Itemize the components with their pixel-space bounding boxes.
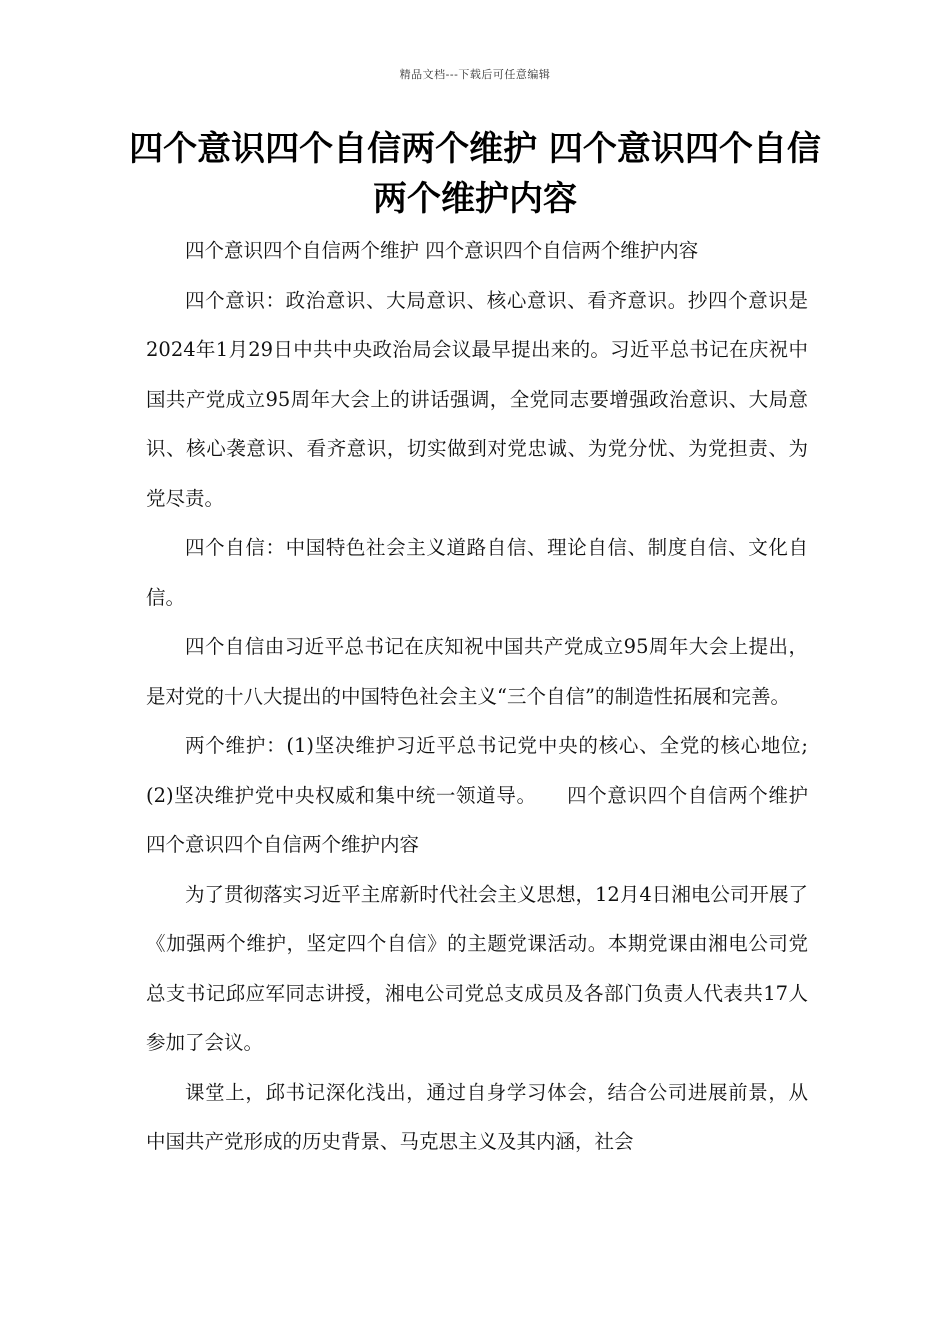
paragraph-four-consciousness: 四个意识：政治意识、大局意识、核心意识、看齐意识。抄四个意识是2024年1月29日中共中央政治局会议最早提出来的。习近平总书记在庆祝中国共产党成立95周年大会上的讲话强调，全党同志要增强政治意识、大局意识、核心袭意识、看齐意识，切实做到对党忠诚、为党分忧、为党担责、为党尽责。 — [146, 288, 808, 510]
paragraph-four-confidences-origin: 四个自信由习近平总书记在庆知祝中国共产党成立95周年大会上提出，是对党的十八大提出的中国特色社会主义“三个自信”的制造性拓展和完善。 — [146, 635, 808, 708]
paragraph-subtitle: 四个意识四个自信两个维护 四个意识四个自信两个维护内容 — [185, 239, 699, 262]
document-title: 四个意识四个自信两个维护 四个意识四个自信两个维护内容 — [129, 129, 821, 219]
paragraph-party-lesson: 为了贯彻落实习近平主席新时代社会主义思想，12月4日湘电公司开展了《加强两个维护，坚定四个自信》的主题党课活动。本期党课由湘电公司党总支书记邱应军同志讲授，湘电公司党总支成员及各部门负责人代表共17人参加了会议。 — [146, 882, 808, 1054]
paragraph-two-safeguards: 两个维护：(1)坚决维护习近平总书记党中央的核心、全党的核心地位;(2)坚决维护党中央权威和集中统一领道导。 四个意识四个自信两个维护 四个意识四个自信两个维护内容 — [146, 734, 808, 856]
header-note: 精品文档---下载后可任意编辑 — [399, 68, 551, 81]
paragraph-classroom: 课堂上，邱书记深化浅出，通过自身学习体会，结合公司进展前景，从中国共产党形成的历史背景、马克思主义及其内涵，社会 — [146, 1080, 808, 1153]
document-body — [146, 226, 808, 1167]
paragraph-four-confidences: 四个自信：中国特色社会主义道路自信、理论自信、制度自信、文化自信。 — [146, 536, 808, 609]
